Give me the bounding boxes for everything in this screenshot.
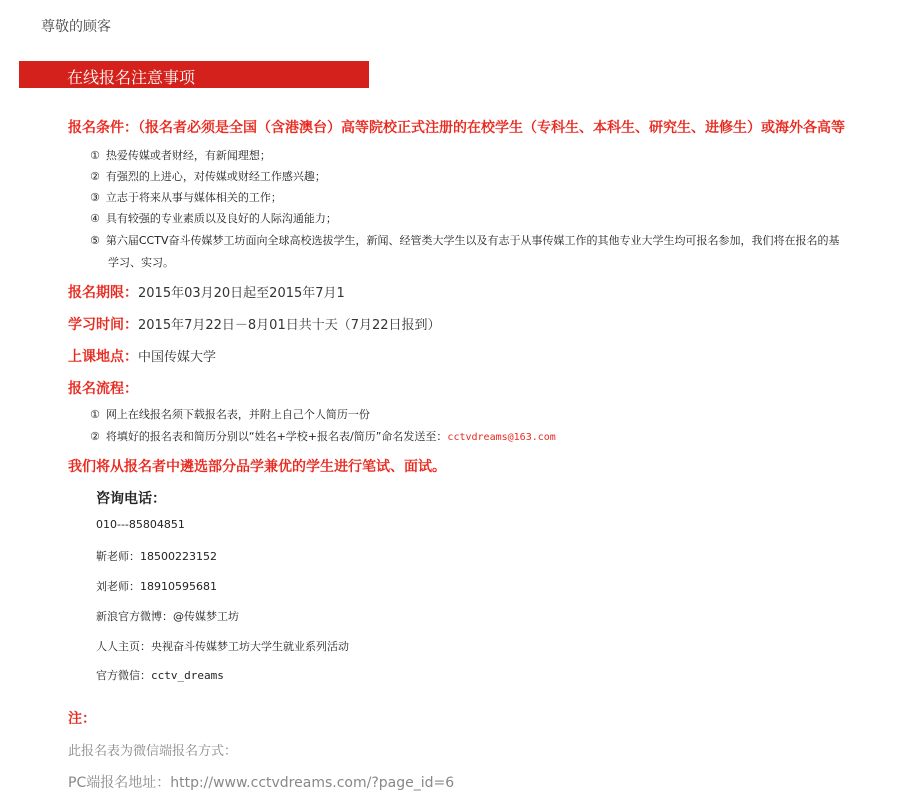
- location-label: 上课地点：: [68, 349, 138, 365]
- deadline-label: 报名期限：: [68, 285, 138, 301]
- deadline-row: [68, 282, 345, 302]
- item-number: ①: [90, 149, 100, 162]
- item-number: ③: [90, 191, 100, 204]
- contact-liu: [96, 578, 217, 594]
- deadline-value: 2015年03月20日起至2015年7月1: [138, 286, 345, 301]
- process-item: [90, 406, 370, 422]
- selection-note: 我们将从报名者中遴选部分品学兼优的学生进行笔试、面试。: [68, 459, 446, 475]
- item-number: ④: [90, 212, 100, 225]
- conditions-line: [68, 117, 845, 137]
- item-text: 网上在线报名须下载报名表，并附上自己个人简历一份: [105, 408, 370, 421]
- note-label: 注：: [68, 711, 96, 727]
- email-link[interactable]: cctvdreams@163.com: [447, 432, 556, 443]
- jin-label: 靳老师：: [96, 550, 140, 563]
- item-text: 第六届CCTV奋斗传媒梦工坊面向全球高校选拔学生，新闻、经管类大学生以及有志于从事传媒工作的其他专业大学生均可报名参加，我们将在报名的基: [105, 234, 840, 247]
- location-value: 中国传媒大学: [138, 350, 217, 365]
- condition-item: [90, 232, 898, 248]
- conditions-text: （报名者必须是全国（含港澳台）高等院校正式注册的在校学生（专科生、本科生、研究生、进修生）或海外各高等: [138, 120, 845, 136]
- contact-jin: [96, 548, 217, 564]
- contact-heading: 咨询电话：: [96, 491, 166, 507]
- item-text: 热爱传媒或者财经，有新闻理想；: [105, 149, 271, 162]
- process-item: [90, 428, 556, 444]
- item-number: ①: [90, 408, 100, 421]
- liu-phone: 18910595681: [140, 580, 217, 593]
- greeting: 尊敬的顾客: [41, 19, 111, 35]
- item-text: 立志于将来从事与媒体相关的工作；: [105, 191, 282, 204]
- wechat-id: cctv_dreams: [151, 669, 224, 682]
- process-label: 报名流程：: [68, 381, 138, 397]
- contact-renren: 人人主页：央视奋斗传媒梦工坊大学生就业系列活动: [96, 640, 349, 653]
- contact-wechat: [96, 667, 224, 683]
- process-row: [68, 378, 138, 398]
- study-time-row: [68, 314, 441, 334]
- jin-phone: 18500223152: [140, 550, 217, 563]
- pc-link[interactable]: PC端报名地址：http://www.cctvdreams.com/?page_id=6: [68, 775, 455, 791]
- wechat-label: 官方微信：: [96, 669, 151, 682]
- item-text: 有强烈的上进心，对传媒或财经工作感兴趣；: [105, 170, 326, 183]
- location-row: [68, 346, 216, 366]
- contact-phone: 010---85804851: [96, 518, 185, 531]
- study-time-label: 学习时间：: [68, 317, 138, 333]
- condition-item-continued: 学习、实习。: [108, 256, 174, 269]
- item-number: ②: [90, 170, 100, 183]
- item-number: ⑤: [90, 234, 100, 247]
- condition-item: [90, 210, 337, 226]
- item-text: 将填好的报名表和简历分别以“姓名+学校+报名表/简历”命名发送至：: [105, 430, 448, 443]
- form-note: 此报名表为微信端报名方式：: [68, 744, 238, 759]
- condition-item: [90, 147, 271, 163]
- condition-item: [90, 168, 326, 184]
- conditions-label: 报名条件：: [68, 120, 138, 136]
- condition-item: [90, 189, 282, 205]
- liu-label: 刘老师：: [96, 580, 140, 593]
- section-title: 在线报名注意事项: [67, 68, 196, 87]
- item-text: 具有较强的专业素质以及良好的人际沟通能力；: [105, 212, 337, 225]
- contact-weibo: 新浪官方微博：@传媒梦工坊: [96, 610, 239, 623]
- item-number: ②: [90, 430, 100, 443]
- study-time-value: 2015年7月22日－8月01日共十天（7月22日报到）: [138, 318, 441, 333]
